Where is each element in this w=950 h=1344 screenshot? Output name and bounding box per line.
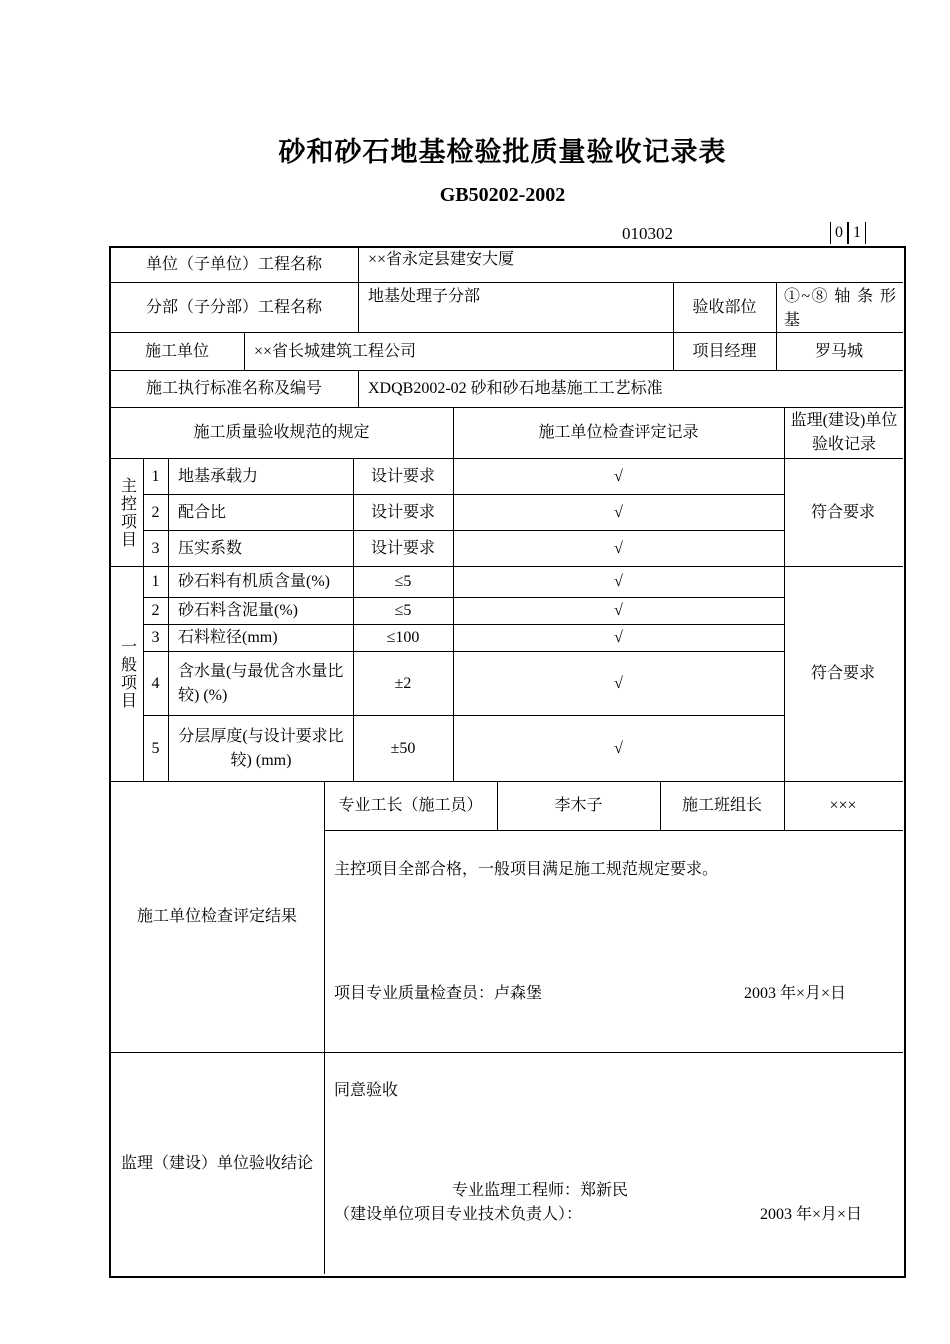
owner-representative: （建设单位项目专业技术负责人）：	[334, 1206, 583, 1223]
supervision-conclusion: 同意验收	[334, 1082, 399, 1099]
inspection-part-label: 验收部位	[692, 298, 757, 316]
record-header: 施工单位检查评定记录	[538, 424, 699, 441]
main-item-check: √	[614, 467, 623, 485]
contractor-value: ××省长城建筑工程公司	[254, 342, 417, 360]
general-item-name: 含水量(与最优含水量比较) (%)	[178, 662, 344, 704]
serial-box-2: 1	[848, 222, 866, 244]
serial-box-1: 0	[830, 222, 848, 244]
general-item-requirement: ≤100	[386, 629, 420, 646]
main-item-name: 配合比	[178, 503, 227, 521]
general-item-no: 2	[151, 602, 160, 619]
supervision-date: 2003 年×月×日	[760, 1206, 863, 1223]
inspection-date: 2003 年×月×日	[744, 985, 847, 1002]
supervisor-header: 监理(建设)单位验收记录	[790, 412, 898, 453]
general-item-no: 3	[151, 629, 160, 646]
sub-project-label: 分部（子分部）工程名称	[145, 298, 322, 316]
general-item-requirement: ≤5	[394, 602, 412, 619]
general-item-name: 石料粒径(mm)	[178, 629, 278, 646]
main-control-result: 符合要求	[810, 503, 875, 521]
main-item-requirement: 设计要求	[370, 539, 435, 557]
supervision-label: 监理（建设）单位验收结论	[120, 1154, 313, 1172]
inspection-result-label: 施工单位检查评定结果	[136, 908, 297, 925]
general-item-no: 4	[151, 674, 160, 692]
foreman-value: 李木子	[554, 797, 603, 814]
quality-inspector: 项目专业质量检查员：卢森堡	[334, 985, 543, 1002]
general-item-requirement: ±50	[390, 739, 416, 757]
unit-name-value: ××省永定县建安大厦	[368, 251, 515, 268]
standard-label: 施工执行标准名称及编号	[145, 380, 322, 397]
main-item-no: 2	[151, 503, 160, 521]
team-leader-value: ×××	[829, 797, 857, 814]
contractor-label: 施工单位	[144, 342, 209, 360]
foreman-label: 专业工长（施工员）	[338, 797, 483, 814]
standard-code: GB50202-2002	[439, 184, 566, 206]
sub-project-value: 地基处理子分部	[368, 288, 481, 305]
spec-header: 施工质量验收规范的规定	[193, 424, 370, 441]
general-item-check: √	[614, 602, 623, 619]
inspection-conclusion: 主控项目全部合格，一般项目满足施工规范规定要求。	[334, 861, 719, 878]
supervising-engineer: 专业监理工程师：郑新民	[452, 1182, 629, 1199]
main-item-no: 1	[151, 467, 160, 485]
main-item-no: 3	[151, 539, 160, 557]
general-item-check: √	[614, 739, 623, 757]
general-label: 一般项目	[118, 638, 136, 710]
form-code: 010302	[622, 224, 673, 243]
general-item-name: 砂石料有机质含量(%)	[178, 573, 330, 590]
general-item-no: 5	[151, 739, 160, 757]
project-manager-label: 项目经理	[692, 342, 757, 360]
main-item-requirement: 设计要求	[370, 467, 435, 485]
general-result: 符合要求	[810, 665, 875, 682]
general-item-no: 1	[151, 573, 160, 590]
main-item-name: 压实系数	[178, 539, 243, 557]
standard-value: XDQB2002-02 砂和砂石地基施工工艺标准	[368, 380, 663, 397]
inspection-part-value: ①~⑧ 轴 条 形 基	[784, 288, 896, 329]
main-item-check: √	[614, 539, 623, 557]
general-item-name: 分层厚度(与设计要求比较) (mm)	[178, 727, 344, 769]
general-item-requirement: ≤5	[394, 573, 412, 590]
general-item-check: √	[614, 629, 623, 646]
general-item-check: √	[614, 573, 623, 590]
general-item-check: √	[614, 674, 623, 692]
team-leader-label: 施工班组长	[681, 797, 762, 814]
main-item-check: √	[614, 503, 623, 521]
main-item-requirement: 设计要求	[370, 503, 435, 521]
general-item-requirement: ±2	[394, 674, 412, 692]
project-manager-value: 罗马城	[814, 342, 863, 360]
main-control-label: 主控项目	[118, 476, 136, 549]
main-item-name: 地基承载力	[178, 467, 259, 485]
unit-name-label: 单位（子单位）工程名称	[145, 256, 322, 273]
document-title: 砂和砂石地基检验批质量验收记录表	[278, 137, 727, 168]
general-item-name: 砂石料含泥量(%)	[178, 602, 298, 619]
